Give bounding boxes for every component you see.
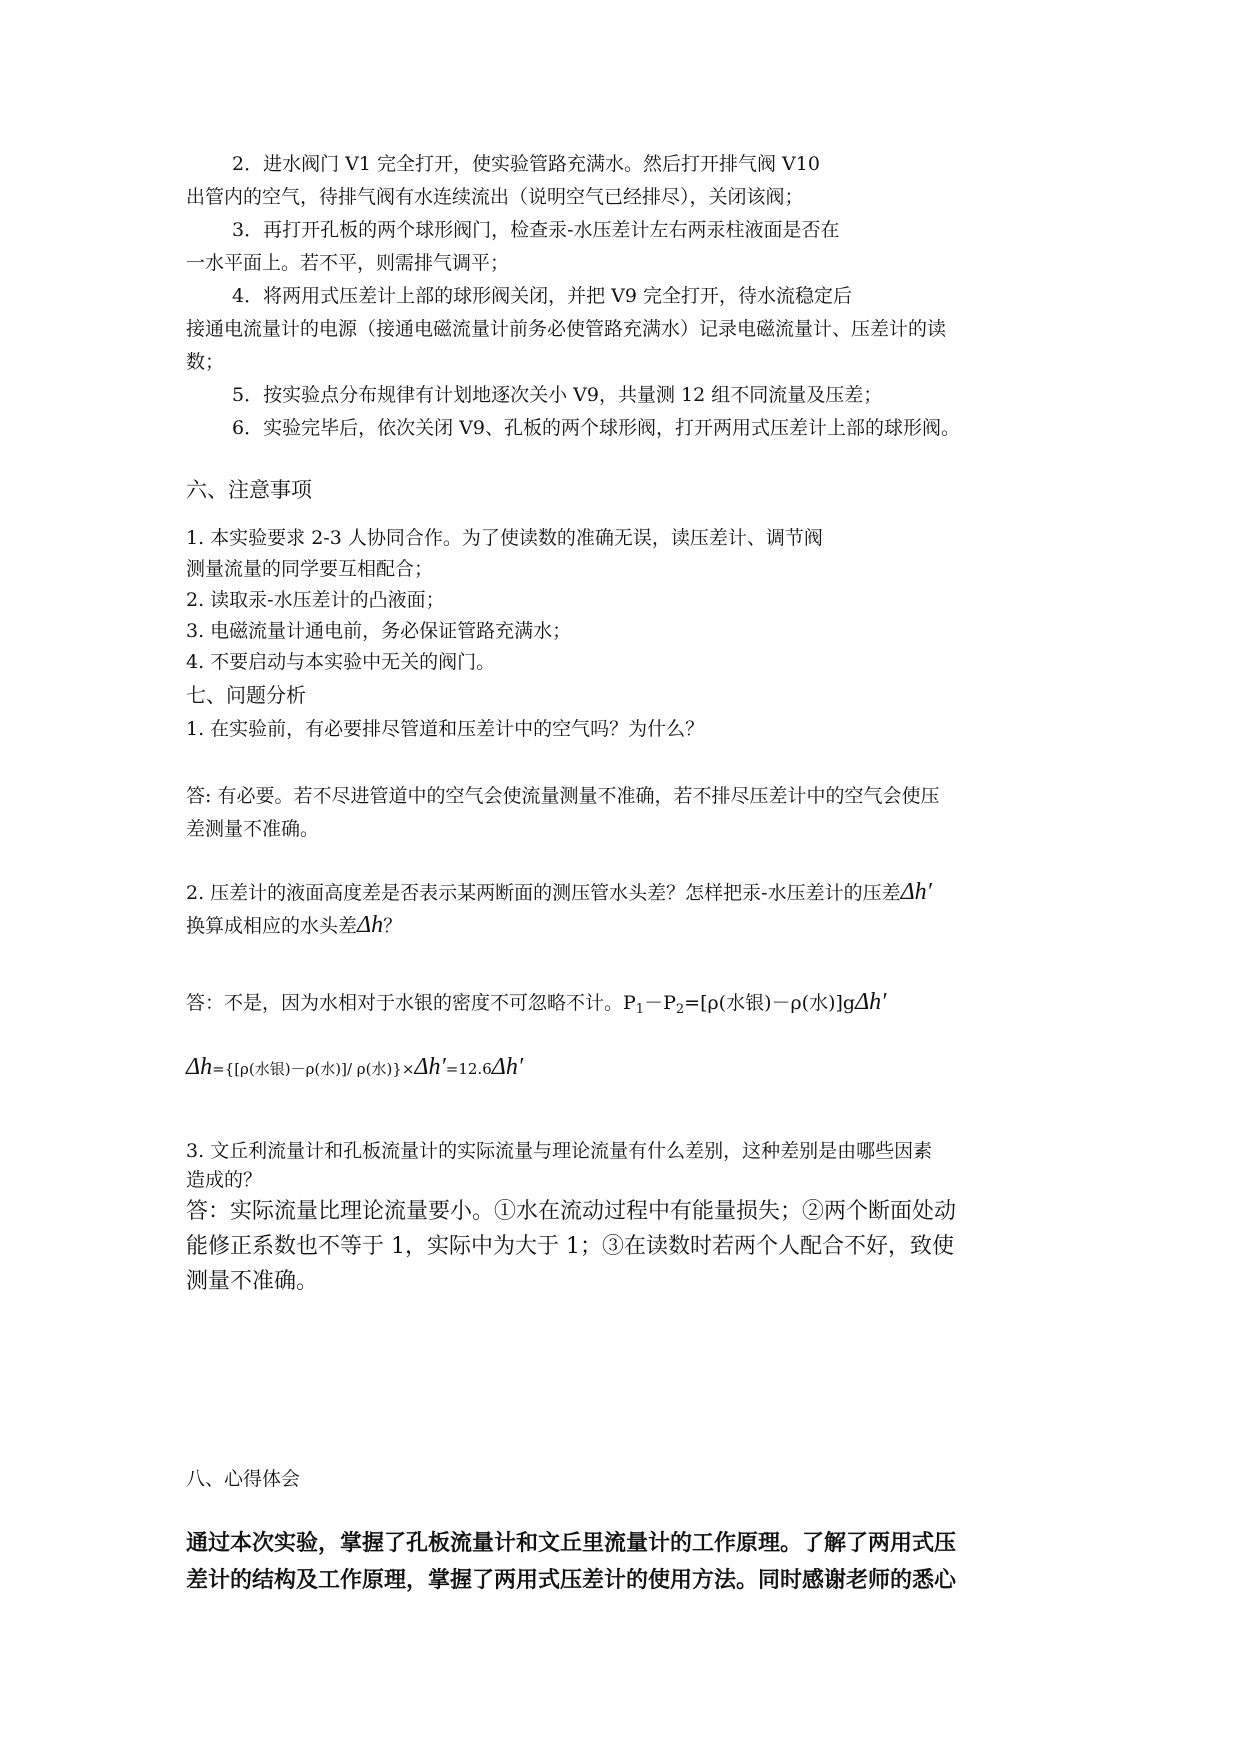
delta-h-prime-symbol: Δh′ bbox=[900, 879, 932, 905]
step-2-line-2: 出管内的空气，待排气阀有水连续流出（说明空气已经排尽），关闭该阀； bbox=[186, 186, 804, 208]
step-3-line-1: 3．再打开孔板的两个球形阀门，检查汞-水压差计左右两汞柱液面是否在 bbox=[232, 219, 840, 241]
answer-2-text: 答：不是，因为水相对于水银的密度不可忽略不计。P bbox=[186, 992, 636, 1014]
step-4-line-1: 4．将两用式压差计上部的球形阀关闭，并把 V9 完全打开，待水流稳定后 bbox=[232, 285, 852, 307]
note-1-line-1: 1. 本实验要求 2-3 人协同合作。为了使读数的准确无误，读压差计、调节阀 bbox=[186, 527, 823, 549]
question-3-line-1: 3. 文丘利流量计和孔板流量计的实际流量与理论流量有什么差别，这种差别是由哪些因素 bbox=[186, 1140, 933, 1162]
step-4-line-3: 数； bbox=[186, 351, 225, 373]
step-5: 5．按实验点分布规律有计划地逐次关小 V9，共量测 12 组不同流量及压差； bbox=[232, 384, 883, 406]
formula-lhs: Δh bbox=[186, 1054, 213, 1080]
formula-delta-h-prime-2: Δh′ bbox=[491, 1054, 524, 1080]
question-2-text: 2. 压差计的液面高度差是否表示某两断面的测压管水头差？怎样把汞-水压差计的压差 bbox=[186, 882, 901, 904]
reflection-line-1: 通过本次实验，掌握了孔板流量计和文丘里流量计的工作原理。了解了两用式压 bbox=[186, 1531, 957, 1556]
step-3-line-2: 一水平面上。若不平，则需排气调平； bbox=[186, 252, 510, 274]
answer-3-line-3: 测量不准确。 bbox=[186, 1269, 319, 1294]
answer-2-equation bbox=[186, 990, 886, 1022]
answer-2-minus: －P bbox=[644, 992, 676, 1014]
question-1: 1. 在实验前，有必要排尽管道和压差计中的空气吗？为什么？ bbox=[186, 718, 705, 740]
formula-value: =12.6 bbox=[445, 1060, 492, 1078]
step-6: 6．实验完毕后，依次关闭 V9、孔板的两个球形阀，打开两用式压差计上部的球形阀。 bbox=[232, 417, 960, 439]
step-2-line-1: 2．进水阀门 V1 完全打开，使实验管路充满水。然后打开排气阀 V10 bbox=[232, 153, 820, 175]
section-reflection-title: 八、心得体会 bbox=[186, 1468, 301, 1490]
section-notes-title: 六、注意事项 bbox=[186, 478, 312, 502]
answer-1-line-2: 差测量不准确。 bbox=[186, 818, 320, 840]
question-2-text-2: 换算成相应的水头差 bbox=[186, 915, 358, 937]
question-mark: ？ bbox=[383, 915, 403, 937]
reflection-line-2: 差计的结构及工作原理，掌握了两用式压差计的使用方法。同时感谢老师的悉心 bbox=[186, 1568, 957, 1593]
note-2: 2. 读取汞-水压差计的凸液面； bbox=[186, 589, 445, 611]
question-2-line-1 bbox=[186, 880, 932, 905]
question-3-line-2: 造成的？ bbox=[186, 1169, 263, 1191]
note-3: 3. 电磁流量计通电前，务必保证管路充满水； bbox=[186, 620, 572, 642]
answer-3-line-1: 答：实际流量比理论流量要小。①水在流动过程中有能量损失；②两个断面处动 bbox=[186, 1199, 957, 1224]
subscript-1: 1 bbox=[635, 1002, 645, 1017]
answer-2-rest: =[ρ(水银)－ρ(水)]g bbox=[684, 992, 856, 1014]
formula-line bbox=[186, 1055, 523, 1081]
delta-h-symbol: Δh bbox=[357, 912, 384, 938]
note-4: 4. 不要启动与本实验中无关的阀门。 bbox=[186, 651, 496, 673]
delta-h-prime-symbol-2: Δh′ bbox=[855, 989, 887, 1015]
subscript-2: 2 bbox=[675, 1002, 685, 1017]
note-1-line-2: 测量流量的同学要互相配合； bbox=[186, 558, 434, 580]
formula-delta-h-prime: Δh′ bbox=[414, 1054, 446, 1080]
step-4-line-2: 接通电流量计的电源（接通电磁流量计前务必使管路充满水）记录电磁流量计、压差计的读 bbox=[186, 318, 947, 340]
formula-middle: ={[ρ(水银)－ρ(水)]/ ρ(水)}× bbox=[212, 1060, 415, 1078]
question-2-line-2 bbox=[186, 913, 402, 938]
answer-1-line-1: 答: 有必要。若不尽进管道中的空气会使流量测量不准确，若不排尽压差计中的空气会使压 bbox=[186, 785, 940, 807]
answer-3-line-2: 能修正系数也不等于 1，实际中为大于 1；③在读数时若两个人配合不好，致使 bbox=[186, 1234, 954, 1259]
section-analysis-title: 七、问题分析 bbox=[186, 683, 306, 707]
